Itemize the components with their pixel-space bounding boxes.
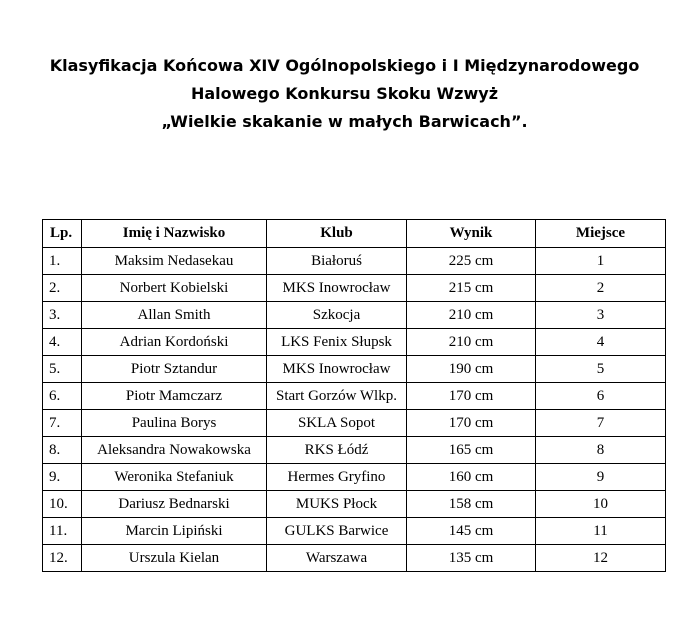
cell-lp: 11. bbox=[43, 518, 82, 545]
cell-club: Start Gorzów Wlkp. bbox=[267, 383, 407, 410]
cell-lp: 4. bbox=[43, 329, 82, 356]
cell-place: 10 bbox=[536, 491, 666, 518]
table-row bbox=[43, 275, 666, 302]
cell-result: 135 cm bbox=[407, 545, 536, 572]
cell-name: Aleksandra Nowakowska bbox=[82, 437, 267, 464]
header-club: Klub bbox=[267, 220, 407, 248]
cell-result: 158 cm bbox=[407, 491, 536, 518]
cell-lp: 1. bbox=[43, 248, 82, 275]
cell-lp: 8. bbox=[43, 437, 82, 464]
cell-result: 170 cm bbox=[407, 383, 536, 410]
cell-club: Białoruś bbox=[267, 248, 407, 275]
cell-place: 11 bbox=[536, 518, 666, 545]
table-row bbox=[43, 545, 666, 572]
cell-lp: 6. bbox=[43, 383, 82, 410]
cell-lp: 10. bbox=[43, 491, 82, 518]
table-row bbox=[43, 491, 666, 518]
cell-result: 210 cm bbox=[407, 329, 536, 356]
cell-name: Marcin Lipiński bbox=[82, 518, 267, 545]
cell-result: 190 cm bbox=[407, 356, 536, 383]
cell-lp: 2. bbox=[43, 275, 82, 302]
cell-name: Norbert Kobielski bbox=[82, 275, 267, 302]
results-table bbox=[42, 219, 666, 572]
cell-result: 215 cm bbox=[407, 275, 536, 302]
cell-club: Szkocja bbox=[267, 302, 407, 329]
cell-name: Piotr Sztandur bbox=[82, 356, 267, 383]
title-line-2: Halowego Konkursu Skoku Wzwyż bbox=[190, 84, 499, 103]
table-row bbox=[43, 248, 666, 275]
cell-club: Warszawa bbox=[267, 545, 407, 572]
cell-name: Allan Smith bbox=[82, 302, 267, 329]
table-row bbox=[43, 518, 666, 545]
cell-place: 5 bbox=[536, 356, 666, 383]
cell-place: 2 bbox=[536, 275, 666, 302]
cell-place: 6 bbox=[536, 383, 666, 410]
table-row bbox=[43, 410, 666, 437]
header-name: Imię i Nazwisko bbox=[82, 220, 267, 248]
cell-lp: 7. bbox=[43, 410, 82, 437]
table-row bbox=[43, 356, 666, 383]
cell-club: Hermes Gryfino bbox=[267, 464, 407, 491]
cell-result: 145 cm bbox=[407, 518, 536, 545]
cell-name: Maksim Nedasekau bbox=[82, 248, 267, 275]
table-row bbox=[43, 383, 666, 410]
cell-lp: 3. bbox=[43, 302, 82, 329]
cell-place: 3 bbox=[536, 302, 666, 329]
cell-result: 170 cm bbox=[407, 410, 536, 437]
header-result: Wynik bbox=[407, 220, 536, 248]
cell-club: SKLA Sopot bbox=[267, 410, 407, 437]
table-row bbox=[43, 329, 666, 356]
cell-club: MKS Inowrocław bbox=[267, 356, 407, 383]
cell-name: Adrian Kordoński bbox=[82, 329, 267, 356]
cell-club: MUKS Płock bbox=[267, 491, 407, 518]
table-row bbox=[43, 437, 666, 464]
cell-name: Dariusz Bednarski bbox=[82, 491, 267, 518]
cell-club: RKS Łódź bbox=[267, 437, 407, 464]
cell-name: Paulina Borys bbox=[82, 410, 267, 437]
cell-name: Piotr Mamczarz bbox=[82, 383, 267, 410]
cell-lp: 9. bbox=[43, 464, 82, 491]
header-place: Miejsce bbox=[536, 220, 666, 248]
table-header-row bbox=[43, 220, 666, 248]
cell-result: 160 cm bbox=[407, 464, 536, 491]
cell-place: 8 bbox=[536, 437, 666, 464]
header-lp: Lp. bbox=[43, 220, 82, 248]
cell-place: 7 bbox=[536, 410, 666, 437]
title-line-3: „Wielkie skakanie w małych Barwicach”. bbox=[161, 112, 528, 131]
cell-place: 4 bbox=[536, 329, 666, 356]
cell-club: GULKS Barwice bbox=[267, 518, 407, 545]
title-line-1: Klasyfikacja Końcowa XIV Ogólnopolskiego i I Międzynarodowego bbox=[49, 56, 640, 75]
cell-place: 9 bbox=[536, 464, 666, 491]
cell-result: 210 cm bbox=[407, 302, 536, 329]
table-row bbox=[43, 302, 666, 329]
cell-lp: 12. bbox=[43, 545, 82, 572]
cell-name: Urszula Kielan bbox=[82, 545, 267, 572]
cell-result: 225 cm bbox=[407, 248, 536, 275]
cell-club: LKS Fenix Słupsk bbox=[267, 329, 407, 356]
document-title bbox=[0, 52, 689, 136]
cell-name: Weronika Stefaniuk bbox=[82, 464, 267, 491]
cell-lp: 5. bbox=[43, 356, 82, 383]
table-row bbox=[43, 464, 666, 491]
cell-club: MKS Inowrocław bbox=[267, 275, 407, 302]
cell-place: 12 bbox=[536, 545, 666, 572]
cell-result: 165 cm bbox=[407, 437, 536, 464]
cell-place: 1 bbox=[536, 248, 666, 275]
